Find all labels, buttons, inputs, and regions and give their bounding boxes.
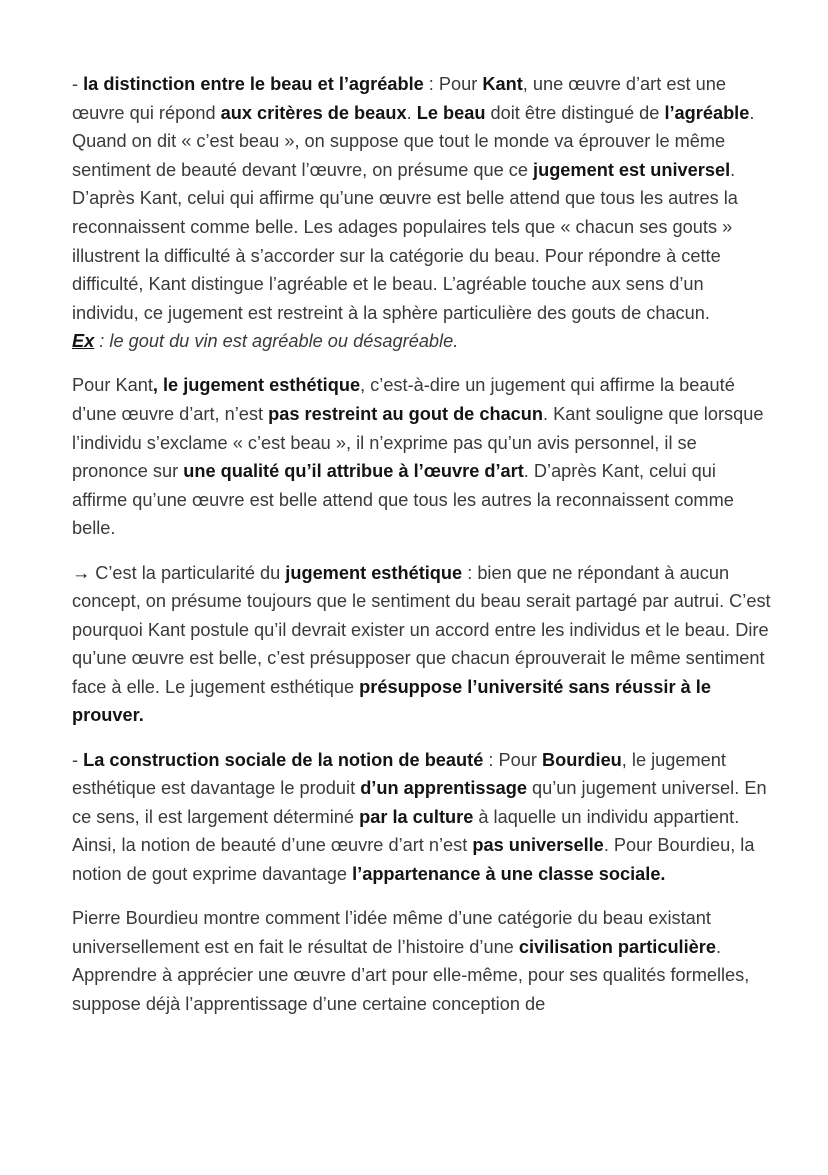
emphasis-classe-sociale: l’appartenance à une classe sociale. xyxy=(352,863,666,884)
text-run: Pour Kant xyxy=(72,375,153,396)
heading-construction-sociale: La construction sociale de la notion de beauté xyxy=(83,749,484,770)
text-run: . D’après Kant, celui qui affirme qu’une œuvre est belle attend que tous les autres la reconnaissent comme belle. xyxy=(72,461,734,539)
text-run: qu’un jugement universel. En ce sens, il est largement déterminé xyxy=(72,778,767,827)
example-label: Ex xyxy=(72,331,95,352)
text-run: . D’après Kant, celui qui affirme qu’une œuvre est belle attend que tous les autres la reconnaissent comme belle. Les adages populaires tels que « chacun ses gouts » illustrent la difficulté à s’accorder sur la catégorie du beau. Pour répondre à cette difficulté, Kant distingue l’agréable et le beau. L’agréable touche aux sens d’un individu, ce jugement est restreint à la sphère particulière des gouts de chacun. xyxy=(72,159,738,323)
text-run: C’est la particularité du xyxy=(90,562,286,583)
paragraph-jugement-esthetique xyxy=(72,371,772,543)
text-run: : Pour xyxy=(423,74,483,94)
text-run: , une œuvre d’art est une œuvre qui répond xyxy=(72,74,726,123)
emphasis-criteres: aux critères de beaux xyxy=(220,102,407,123)
emphasis-civilisation: civilisation particulière xyxy=(518,936,716,957)
text-run: . Pour Bourdieu, la notion de gout exprime davantage xyxy=(72,835,755,884)
text-run: doit être distingué de xyxy=(485,102,665,123)
text-run: à laquelle un individu appartient. Ainsi, la notion de beauté d’une œuvre d’art n’est xyxy=(72,806,740,856)
emphasis-qualite: une qualité qu’il attribue à l’œuvre d’art xyxy=(183,461,524,482)
text-run: . Quand on dit « c’est beau », on suppose que tout le monde va éprouver le même sentiment de beauté devant l’œuvre, on présume que ce xyxy=(72,102,755,180)
text-run: - xyxy=(72,749,84,770)
emphasis-le-beau: Le beau xyxy=(416,102,486,123)
name-bourdieu: Bourdieu xyxy=(541,749,622,770)
emphasis-jugement-universel: jugement est universel xyxy=(533,159,731,180)
emphasis-apprentissage: d’un apprentissage xyxy=(360,778,527,799)
emphasis-presuppose: présuppose l’université sans réussir à le prouver. xyxy=(72,676,711,726)
emphasis-jugement-esthetique: , le jugement esthétique xyxy=(152,375,361,396)
emphasis-agreable: l’agréable xyxy=(664,102,750,123)
emphasis-pas-restreint: pas restreint au gout de chacun xyxy=(268,404,544,425)
text-run: Pierre Bourdieu montre comment l’idée même d’une catégorie du beau existant universellement est en fait le résultat de l’histoire d’une xyxy=(72,908,711,957)
text-run: - xyxy=(72,74,84,94)
text-run: . Kant souligne que lorsque l’individu s’exclame « c’est beau », il n’exprime pas qu’un avis personnel, il se prononce sur xyxy=(72,404,764,482)
text-run: : Pour xyxy=(483,749,542,770)
text-run: , le jugement esthétique est davantage le produit xyxy=(72,749,726,799)
paragraph-pierre-bourdieu xyxy=(72,904,772,1018)
example-text: : le gout du vin est agréable ou désagréable. xyxy=(94,331,459,352)
paragraph-particularite xyxy=(72,559,772,731)
emphasis-pas-universelle: pas universelle xyxy=(472,835,604,856)
name-kant: Kant xyxy=(482,74,523,94)
paragraph-kant-distinction xyxy=(72,70,772,356)
text-run: : bien que ne répondant à aucun concept, on présume toujours que le sentiment du beau serait partagé par autrui. C’est pourquoi Kant postule qu’il devrait exister un accord entre les individus et le beau. Dire qu’une œuvre est belle, c’est présupposer que chacun éprouverait le même sentiment face à elle. Le jugement esthétique xyxy=(72,562,771,697)
heading-distinction: la distinction entre le beau et l’agréable xyxy=(83,74,424,94)
text-run: . Apprendre à apprécier une œuvre d’art pour elle-même, pour ses qualités formelles, suppose déjà l’apprentissage d’une certaine conception de xyxy=(72,936,750,1014)
text-run: , c’est-à-dire un jugement qui affirme la beauté d’une œuvre d’art, n’est xyxy=(72,375,735,425)
text-run: . xyxy=(406,102,417,123)
paragraph-bourdieu-construction xyxy=(72,746,772,889)
emphasis-jugement-esthetique-2: jugement esthétique xyxy=(285,562,463,583)
emphasis-culture: par la culture xyxy=(359,806,474,827)
arrow-right-icon: → xyxy=(72,562,91,583)
document-page xyxy=(72,70,772,1034)
